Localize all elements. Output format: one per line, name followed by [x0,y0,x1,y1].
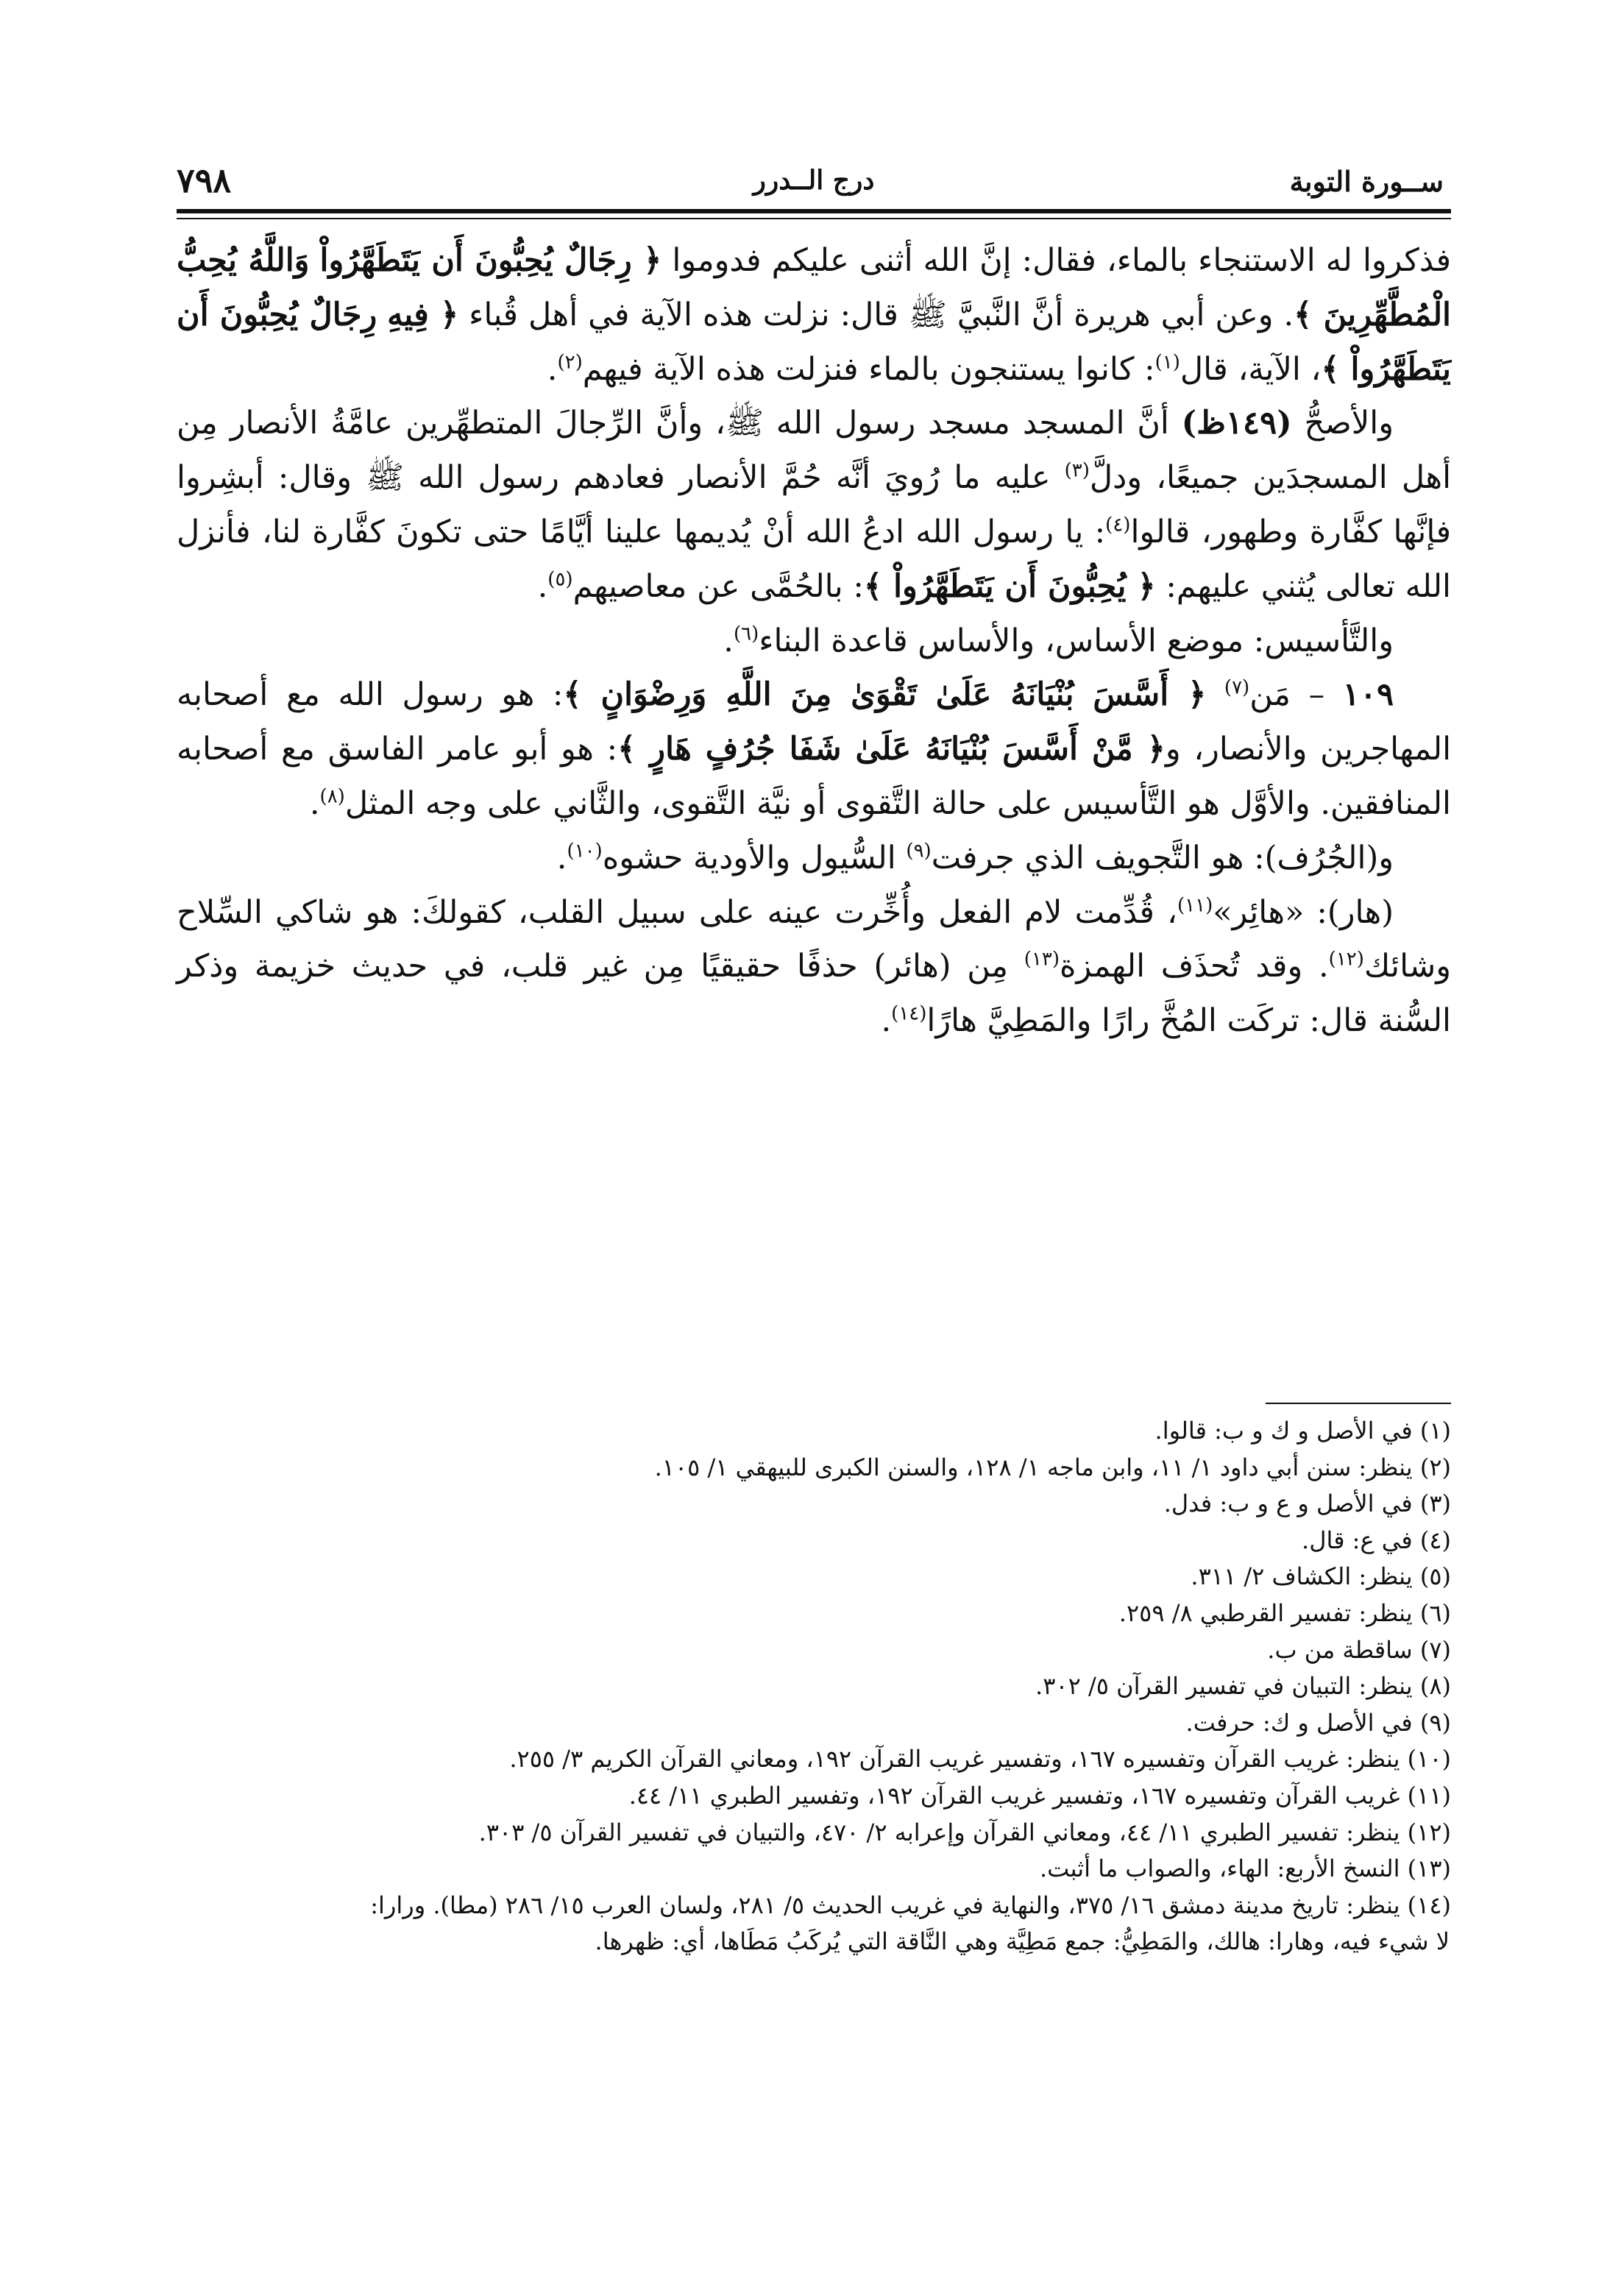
header-rule-thin [177,218,1451,219]
footnote-ref: (١٣) [1024,949,1060,971]
running-header [177,155,1451,213]
manuscript-folio-tag: (١٤٩ظ) [1181,405,1292,442]
text-span: (هار): «هائِر» [1213,893,1394,931]
text-span: مِن أهل المسجدَين جميعًا، ودلَّ [177,405,1452,497]
text-span: : هو أبو عامر [438,731,618,768]
footnote-ref: (٥) [547,568,573,591]
text-span: أنَّ المسجد مسجد رسول الله ﷺ، وأنَّ الرِّجالَ المتطهِّرين عامَّةُ الأنصار [230,405,1169,442]
text-span: : كانوا يستنجون بالماء فنزلت هذه الآية فيهم [582,350,1155,388]
text-span: والأصحُّ [1304,405,1394,442]
text-span: : يا رسول الله ادعُ الله أنْ يُديمها علينا أيَّامًا حتى تكونَ [396,513,1106,550]
text-span: . وعن أبي هريرة أنَّ النَّبيَّ ﷺ قال: نزلت هذه الآية في أهل قُباء [469,296,1294,333]
paragraph-asah: والأصحُّ (١٤٩ظ) أنَّ المسجد مسجد رسول الله ﷺ، وأنَّ الرِّجالَ المتطهِّرين عامَّةُ الأنصار مِن أهل المسجدَين جميعًا، ودلَّ$^{(٣)}$ عليه ما رُويَ أنَّه حُمَّ الأنصار فعادهم رسول الله ﷺ وقال: أبشِروا فإنَّها كفَّارة وطهور، قالوا$^{(٤)}$: يا رسول الله ادعُ الله أنْ يُديمها علينا أيَّامًا حتى تكونَ كفَّارة لنا، فأنزل الله تعالى يُثني عليهم: ﴿ يُحِبُّونَ أَن يَتَطَهَّرُواْ ﴾: بالحُمَّى عن معاصيهم$^{(٥)}$. [177,405,1452,605]
quran-quote: رِجَالٌ يُحِبُّونَ أَن يَتَطَهَّرُواْ ﴾ [177,296,1451,388]
text-span: عليه ما رُويَ أنَّه حُمَّ الأنصار فعادهم رسول الله ﷺ وقال: [277,459,1051,497]
footnote: (٧) ساقطة من ب. [1267,1635,1451,1664]
verse-number: ١٠٩ [1342,676,1394,714]
footnote: (١) في الأصل و ك و ب: قالوا. [1154,1417,1451,1445]
paragraph-verse-109: ١٠٩ – مَن$^{(٧)}$ ﴿ أَسَّسَ بُنْيَانَهُ عَلَىٰ تَقْوَىٰ مِنَ اللَّهِ وَرِضْوَانٍ ﴾: هو رسول الله مع أصحابه المهاجرين والأنصار، و﴿ مَّنْ أَسَّسَ بُنْيَانَهُ عَلَىٰ شَفَا جُرُفٍ هَارٍ ﴾: هو أبو عامر الفاسق مع أصحابه المنافقين. والأوَّل هو التَّأسيس على حالة التَّقوى أو نيَّة التَّقوى، والثَّاني على وجه المثل$^{(٨)}$. [177,676,1452,822]
footnote-ref: (٧) [1224,677,1250,700]
text-span: و(الجُرُف): هو التَّجويف الذي جرفت [931,839,1394,876]
text-span: السُّيول والأودية حشوه [602,839,896,876]
footnote: (١٠) ينظر: غريب القرآن وتفسيره ١٦٧، وتفسير غريب القرآن ١٩٢، ومعاني القرآن الكريم ٣/ ٢٥٥. [509,1745,1451,1774]
footnote: (٥) ينظر: الكشاف ٢/ ٣١١. [1191,1562,1451,1591]
footnote-ref: (٩) [906,840,932,862]
footnote: (١٢) ينظر: تفسير الطبري ١١/ ٤٤، ومعاني القرآن وإعرابه ٢/ ٤٧٠، والتبيان في تفسير القرآن ٥/ ٣٠٣. [478,1818,1451,1846]
text-span: فذكروا له الاستنجاء بالماء، فقال: إنَّ الله أثنى عليكم فدوموا [672,242,1452,279]
footnote-ref: (٢) [557,351,583,374]
header-rule-thick [177,209,1451,213]
text-span: . وقد تُحذَف الهمزة [1060,948,1329,985]
text-span: الفاسق مع أصحابه المنافقين. والأوَّل هو التَّأسيس على حالة التَّقوى أو نيَّة التَّقوى، والثَّاني [177,731,1451,822]
footnote-ref: (١١) [1177,894,1213,917]
text-span: ، الآية، قال [1180,350,1322,388]
quran-quote: ﴿ مَّنْ أَسَّسَ بُنْيَانَهُ عَلَىٰ شَفَا جُرُفٍ هَارٍ ﴾ [617,731,1166,768]
text-span: – مَن [1249,676,1325,714]
text-span: : هو رسول الله مع [285,676,564,714]
footnote-ref: (١٠) [567,840,603,862]
footnote: (٣) في الأصل و ع و ب: فدل. [1163,1489,1451,1518]
text-span: ، قُدِّمت لام الفعل وأُخِّرت عينه على سبيل القلب، كقولكَ: هو شاكي [274,893,1177,931]
text-span: مِن (هائر) حذفًا حقيقيًا مِن غير قلب، في حديث [351,948,1009,985]
footnote: (٩) في الأصل و ك: حرفت. [1185,1708,1451,1737]
footnote-ref: (١) [1154,351,1180,374]
paragraph-har: (هار): «هائِر»$^{(١١)}$، قُدِّمت لام الفعل وأُخِّرت عينه على سبيل القلب، كقولكَ: هو شاكي السِّلاح وشائك$^{(١٢)}$. وقد تُحذَف الهمزة$^{(١٣)}$ مِن (هائر) حذفًا حقيقيًا مِن غير قلب، في حديث خزيمة وذكر السُّنة قال: تركَت المُخَّ رارًا والمَطِيَّ هارًا$^{(١٤)}$. [177,893,1452,1040]
footnote: (١١) غريب القرآن وتفسيره ١٦٧، وتفسير غريب القرآن ١٩٢، وتفسير الطبري ١١/ ٤٤. [628,1781,1451,1810]
book-title: درج الــدرر [753,165,875,196]
surah-title: ســورة التوبة [1289,165,1444,198]
footnote-continuation: لا شيء فيه، وهارا: هالك، والمَطِيُّ: جمع مَطِيَّة وهي النَّاقة التي يُركَبُ مَطَاها، أي: ظهرها. [595,1927,1450,1956]
footnote-separator [1266,1403,1451,1404]
text-span: على وجه المثل [344,784,543,822]
main-text [177,234,1451,1049]
footnote: (٢) ينظر: سنن أبي داود ١/ ١١، وابن ماجه ١/ ١٢٨، والسنن الكبرى للبيهقي ١/ ١٠٥. [654,1453,1451,1481]
text-span: أصحابه المهاجرين والأنصار، و [177,676,1452,768]
page-number: ٧٩٨ [177,160,232,200]
footnote: (١٣) النسخ الأربع: الهاء، والصواب ما أثبت. [1039,1854,1451,1883]
text-span: كفَّارة لنا، فأنزل الله تعالى يُثني عليهم: [177,513,1451,605]
quran-quote: وَاللَّهُ يُحِبُّ الْمُطَّهِّرِينَ ﴾ [177,242,1451,333]
quran-quote: ﴿ فِيهِ [387,296,459,333]
text-span: السِّلاح وشائك [177,893,1452,985]
paragraph-juruf: و(الجُرُف): هو التَّجويف الذي جرفت$^{(٩)}$ السُّيول والأودية حشوه$^{(١٠)}$. [556,839,1394,876]
text-span: خزيمة وذكر السُّنة قال: تركَت المُخَّ رارًا والمَطِيَّ هارًا [177,948,1451,1040]
quran-quote: ﴿ رِجَالٌ يُحِبُّونَ أَن يَتَطَهَّرُواْ [319,242,662,279]
paragraph-tasis: والتَّأسيس: موضع الأساس، والأساس قاعدة البناء$^{(٦)}$. [723,622,1394,659]
footnote-ref: (٨) [319,785,345,808]
footnote-ref: (١٢) [1328,949,1364,971]
footnote-ref: (١٤) [891,1002,927,1025]
text-span: : بالحُمَّى عن معاصيهم [572,567,864,605]
footnote: (١٤) ينظر: تاريخ مدينة دمشق ١٦/ ٣٧٥، والنهاية في غريب الحديث ٥/ ٢٨١، ولسان العرب ١٥/ ٢٨٦ (مطا). ورارا: [370,1891,1451,1919]
text-span: أبشِروا فإنَّها كفَّارة وطهور، قالوا [177,459,1452,550]
footnote: (٨) ينظر: التبيان في تفسير القرآن ٥/ ٣٠٢. [1035,1672,1451,1701]
quran-quote: ﴿ يُحِبُّونَ أَن يَتَطَهَّرُواْ ﴾ [863,567,1156,605]
footnote-ref: (٤) [1105,514,1131,536]
footnote: (٦) ينظر: تفسير القرطبي ٨/ ٢٥٩. [1118,1598,1451,1627]
footnote: (٤) في ع: قال. [1302,1526,1451,1554]
footnotes [177,1413,1451,1960]
quran-quote: ﴿ أَسَّسَ بُنْيَانَهُ عَلَىٰ تَقْوَىٰ مِنَ اللَّهِ وَرِضْوَانٍ ﴾ [563,676,1207,714]
paragraph-hadith: فذكروا له الاستنجاء بالماء، فقال: إنَّ الله أثنى عليكم فدوموا ﴿ رِجَالٌ يُحِبُّونَ أَن يَتَطَهَّرُواْ وَاللَّهُ يُحِبُّ الْمُطَّهِّرِينَ ﴾. وعن أبي هريرة أنَّ النَّبيَّ ﷺ قال: نزلت هذه الآية في أهل قُباء ﴿ فِيهِ رِجَالٌ يُحِبُّونَ أَن يَتَطَهَّرُواْ ﴾، الآية، قال$^{(١)}$: كانوا يستنجون بالماء فنزلت هذه الآية فيهم$^{(٢)}$. [177,242,1452,388]
footnote-ref: (٣) [1064,459,1090,482]
text-span: والتَّأسيس: موضع الأساس، والأساس قاعدة البناء [759,622,1394,659]
footnote-ref: (٦) [733,623,759,645]
